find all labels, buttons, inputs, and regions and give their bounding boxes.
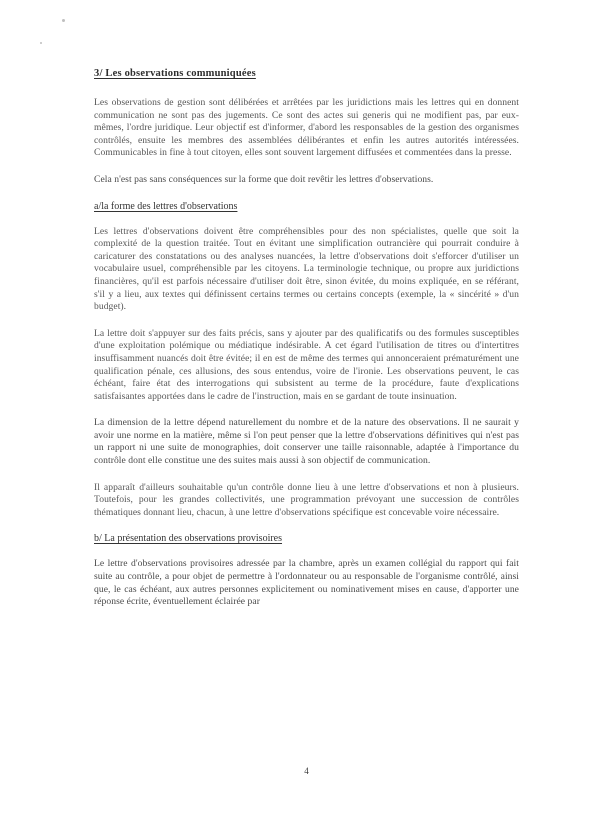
page-number: 4 (304, 766, 309, 776)
paragraph: Les observations de gestion sont délibérées et arrêtées par les juridictions mais les lettres qui en donnent communication ne sont pas des jugements. Ce sont des actes sui generis qui ne modifient pas, par eux-mêmes, l'ordre juridique. Leur objectif est d'informer, d'abord les responsables de la gestion des organismes contrôlés, ensuite les membres des assemblées délibérantes et enfin les autres autorités intéressées. Communicables in fine à tout citoyen, elles sont souvent largement diffusées et commentées dans la presse. (94, 97, 519, 159)
paragraph: Il apparaît d'ailleurs souhaitable qu'un contrôle donne lieu à une lettre d'observations et non à plusieurs. Toutefois, pour les grandes collectivités, une programmation prévoyant une succession de contrôles thématiques donnant lieu, chacun, à une lettre d'observations spécifique est concevable voire nécessaire. (94, 481, 519, 518)
page-title: 3/ Les observations communiquées (94, 68, 256, 79)
document-body (94, 68, 519, 623)
paragraph: Le lettre d'observations provisoires adressée par la chambre, après un examen collégial du rapport qui fait suite au contrôle, a pour objet de permettre à l'ordonnateur ou au responsable de l'organisme contrôlé, ainsi que, le cas échéant, aux autres personnes explicitement ou nominativement mises en cause, d'apporter une réponse écrite, éventuellement éclairée par (94, 558, 519, 608)
scan-speck-icon (62, 19, 65, 22)
paragraph: Cela n'est pas sans conséquences sur la forme que doit revêtir les lettres d'observations. (94, 173, 434, 185)
paragraph: Les lettres d'observations doivent être compréhensibles pour des non spécialistes, quelle que soit la complexité de la question traitée. Tout en évitant une simplification outrancière qui pourrait conduire à caricaturer des constatations ou des analyses nuancées, la lettre d'observations doit s'efforcer d'utiliser un vocabulaire usuel, compréhensible par les citoyens. La terminologie technique, ou propre aux juridictions financières, qu'il est parfois nécessaire d'utiliser doit être, sinon évitée, du moins expliquée, en se référant, s'il y a lieu, aux textes qui définissent certains termes ou certains concepts (exemple, la « sincérité » d'un budget). (94, 225, 519, 313)
scan-speck-icon (40, 42, 42, 44)
paragraph: La lettre doit s'appuyer sur des faits précis, sans y ajouter par des qualificatifs ou des formules susceptibles d'une exploitation polémique ou médiatique indésirable. A cet égard l'utilisation de titres ou d'intertitres insuffisamment nuancés doit être évitée; il en est de même des termes qui annonceraient prématurément une qualification pénale, ces allusions, des sous entendus, voire de l'ironie. Les observations peuvent, le cas échéant, faire état des interrogations qui subsistent au terme de la procédure, faute d'explications satisfaisantes apportées dans le cadre de l'instruction, mais en se gardant de toute insinuation. (94, 327, 519, 402)
paragraph: La dimension de la lettre dépend naturellement du nombre et de la nature des observations. Il ne saurait y avoir une norme en la matière, même si l'on peut penser que la lettre d'observations définitives qui n'est pas un rapport ni une suite de monographies, doit conserver une taille raisonnable, adaptée à l'importance du contrôle dont elle constitue une des suites mais aussi à son objectif de communication. (94, 417, 519, 467)
section-heading-b: b/ La présentation des observations provisoires (94, 533, 283, 545)
section-heading-a: a/la forme des lettres d'observations (94, 200, 238, 212)
